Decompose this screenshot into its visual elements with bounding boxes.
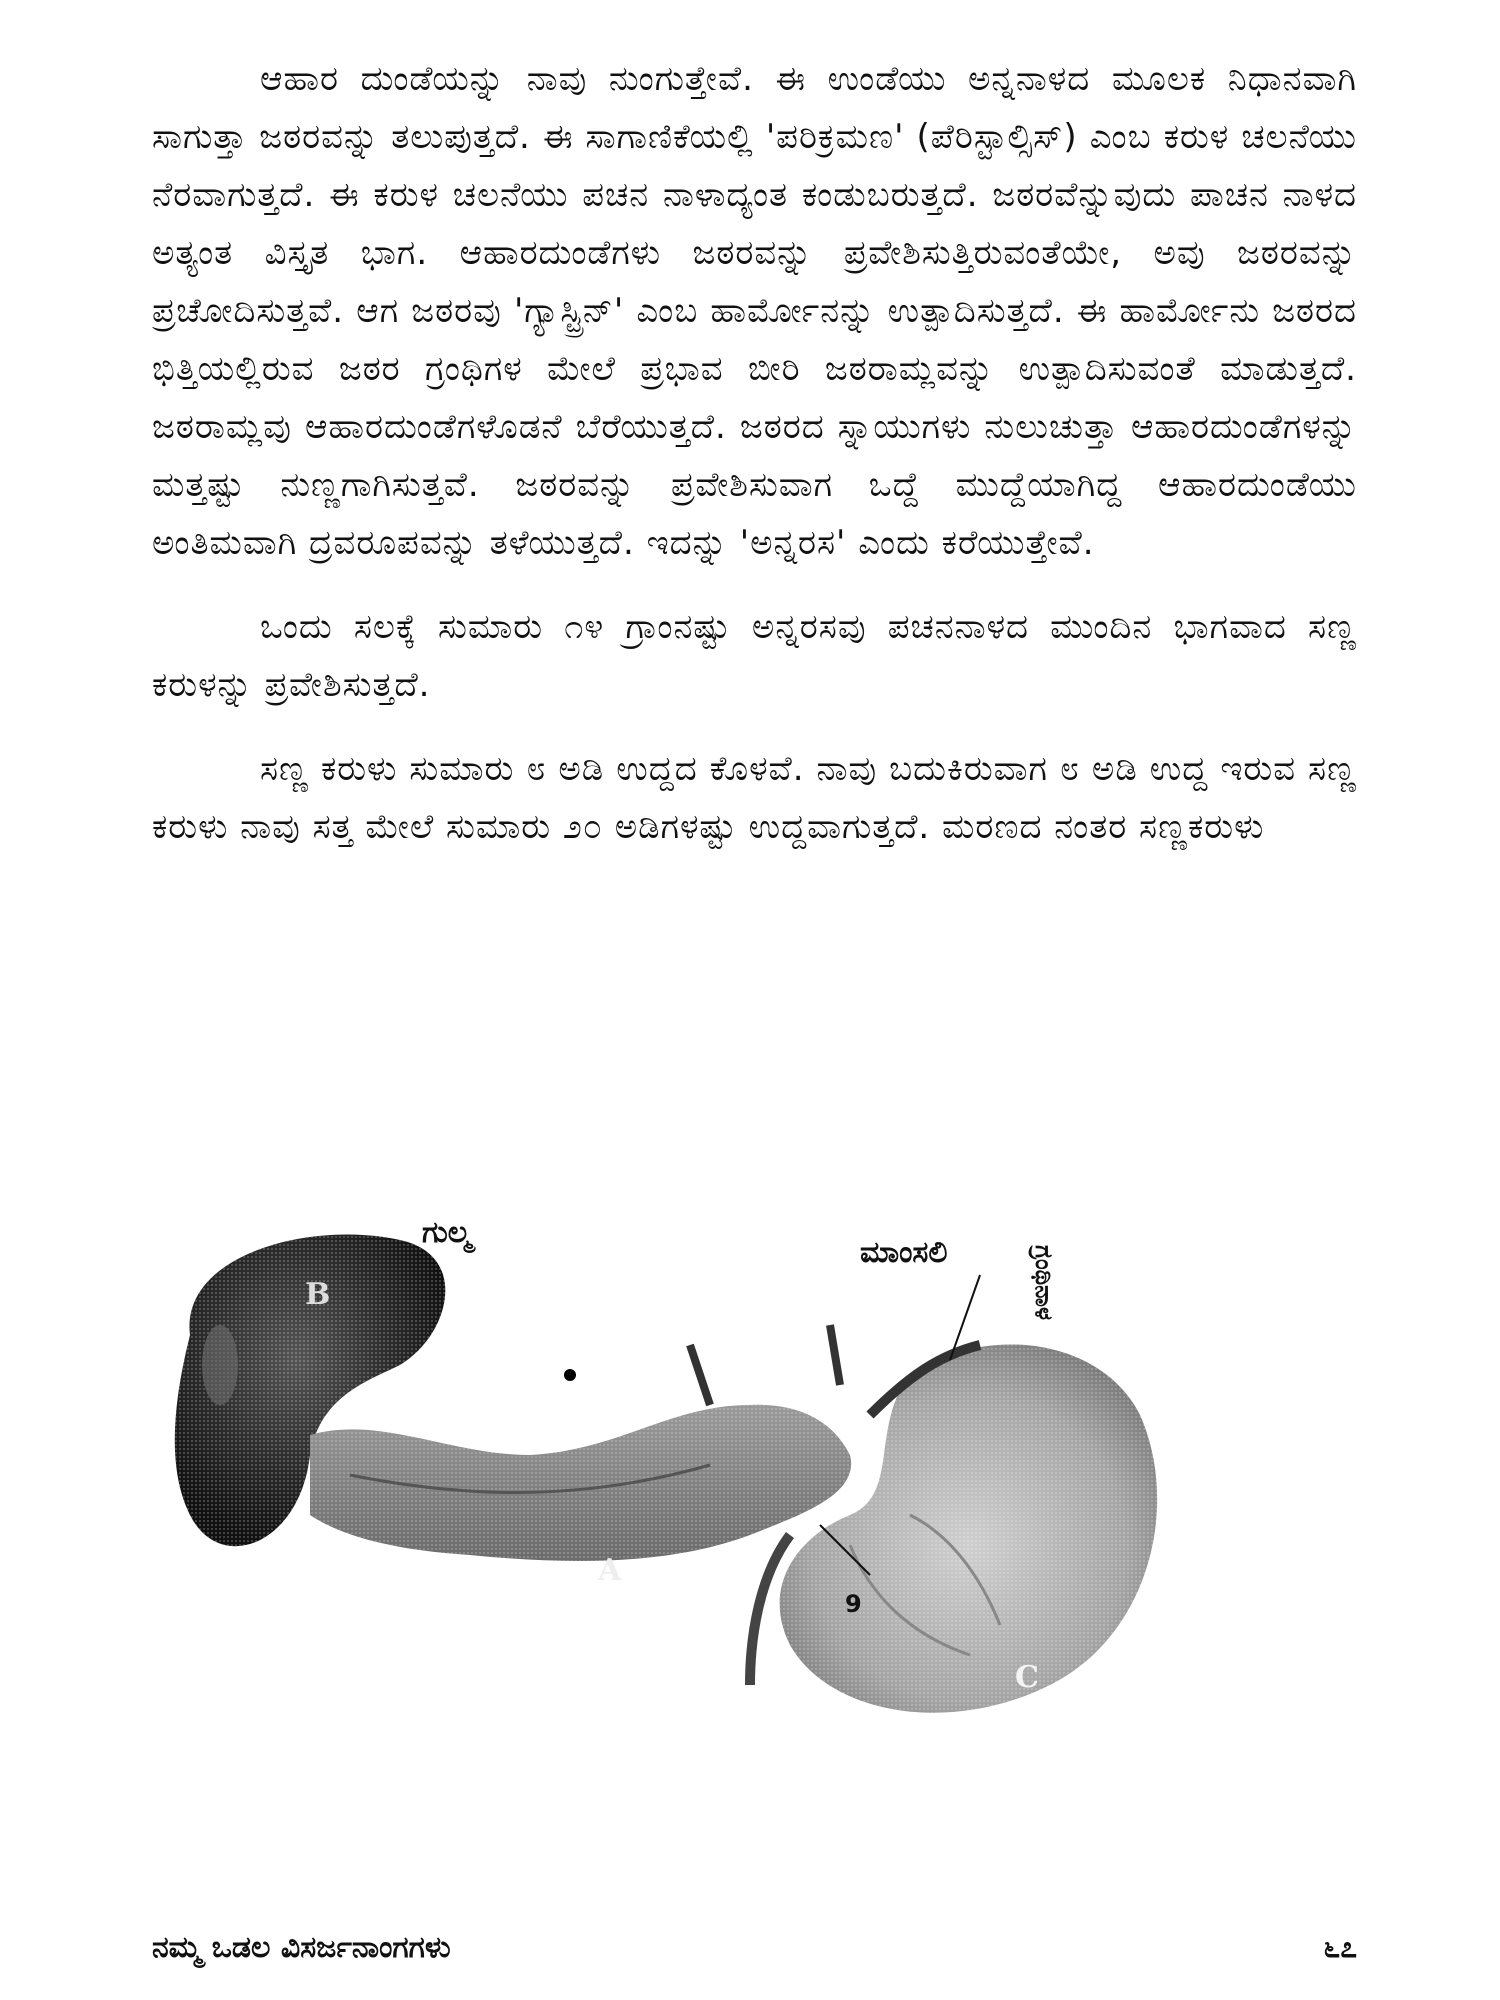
footer-title: ನಮ್ಮ ಒಡಲ ವಿಸರ್ಜನಾಂಗಗಳು — [152, 1930, 451, 1965]
paragraph-2: ಒಂದು ಸಲಕ್ಕೆ ಸುಮಾರು ೧೪ ಗ್ರಾಂನಷ್ಟು ಅನ್ನರಸವು ಪಚನನಾಳದ ಮುಂದಿನ ಭಾಗವಾದ ಸಣ್ಣ ಕರುಳನ್ನು ಪ್ರವೇಶಿಸುತ್ತದೆ. — [152, 607, 1357, 705]
anatomy-figure — [150, 1215, 1365, 1835]
pancreas-shape — [310, 1405, 851, 1561]
kidney-shape — [780, 1344, 1157, 1712]
page-number: ೬೭ — [1323, 1930, 1357, 1965]
label-spleen: ಗುಲ್ಮ — [422, 1215, 472, 1250]
label-muscle: ಮಾಂಸಲಿ — [860, 1235, 948, 1270]
paragraph-1: ಆಹಾರ ದುಂಡೆಯನ್ನು ನಾವು ನುಂಗುತ್ತೇವೆ. ಈ ಉಂಡೆಯು ಅನ್ನನಾಳದ ಮೂಲಕ ನಿಧಾನವಾಗಿ ಸಾಗುತ್ತಾ ಜಠರವನ್ನು ತಲುಪುತ್ತದೆ. ಈ ಸಾಗಾಣಿಕೆಯಲ್ಲಿ 'ಪರಿಕ್ರಮಣ' (ಪೆರಿಸ್ಟಾಲ್ಸಿಸ್) ಎಂಬ ಕರುಳ ಚಲನೆಯು ನೆರವಾಗುತ್ತದೆ. ಈ ಕರುಳ ಚಲನೆಯು ಪಚನ ನಾಳಾದ್ಯಂತ ಕಂಡುಬರುತ್ತದೆ. ಜಠರವೆನ್ನುವುದು ಪಾಚನ ನಾಳದ ಅತ್ಯಂತ ವಿಸ್ತೃತ ಭಾಗ. ಆಹಾರದುಂಡೆಗಳು ಜಠರವನ್ನು ಪ್ರವೇಶಿಸುತ್ತಿರುವಂತೆಯೇ, ಅವು ಜಠರವನ್ನು ಪ್ರಚೋದಿಸುತ್ತವೆ. ಆಗ ಜಠರವು 'ಗ್ಯಾಸ್ಟ್ರಿನ್' ಎಂಬ ಹಾರ್ಮೋನನ್ನು ಉತ್ಪಾದಿಸುತ್ತದೆ. ಈ ಹಾರ್ಮೋನು ಜಠರದ ಭಿತ್ತಿಯಲ್ಲಿರುವ ಜಠರ ಗ್ರಂಥಿಗಳ ಮೇಲೆ ಪ್ರಭಾವ ಬೀರಿ ಜಠರಾಮ್ಲವನ್ನು ಉತ್ಪಾದಿಸುವಂತೆ ಮಾಡುತ್ತದೆ. ಜಠರಾಮ್ಲವು ಆಹಾರದುಂಡೆಗಳೊಡನೆ ಬೆರೆಯುತ್ತದೆ. ಜಠರದ ಸ್ನಾಯುಗಳು ನುಲುಚುತ್ತಾ ಆಹಾರದುಂಡೆಗಳನ್ನು ಮತ್ತಷ್ಟು ನುಣ್ಣಗಾಗಿಸುತ್ತವೆ. ಜಠರವನ್ನು ಪ್ರವೇಶಿಸುವಾಗ ಒದ್ದೆ ಮುದ್ದೆಯಾಗಿದ್ದ ಆಹಾರದುಂಡೆಯು ಅಂತಿಮವಾಗಿ ದ್ರವರೂಪವನ್ನು ತಳೆಯುತ್ತದೆ. ಇದನ್ನು 'ಅನ್ನರಸ' ಎಂದು ಕರೆಯುತ್ತೇವೆ. — [152, 59, 1357, 563]
label-vertical: ಗ್ರಂಥಿನಾಳ — [1030, 1245, 1058, 1320]
label-a: A — [598, 1553, 622, 1588]
anatomy-illustration — [150, 1215, 1365, 1835]
label-nine: 9 — [845, 1590, 862, 1618]
body-text — [152, 50, 1357, 882]
page-footer — [152, 1930, 1357, 1965]
paragraph-3: ಸಣ್ಣ ಕರುಳು ಸುಮಾರು ೮ ಅಡಿ ಉದ್ದದ ಕೊಳವೆ. ನಾವು ಬದುಕಿರುವಾಗ ೮ ಅಡಿ ಉದ್ದ ಇರುವ ಸಣ್ಣ ಕರುಳು ನಾವು ಸತ್ತ ಮೇಲೆ ಸುಮಾರು ೨೦ ಅಡಿಗಳಷ್ಟು ಉದ್ದವಾಗುತ್ತದೆ. ಮರಣದ ನಂತರ ಸಣ್ಣಕರುಳು — [152, 749, 1357, 847]
label-c: C — [1015, 1660, 1039, 1695]
marker-dot — [564, 1369, 576, 1381]
label-b: B — [305, 1277, 331, 1312]
